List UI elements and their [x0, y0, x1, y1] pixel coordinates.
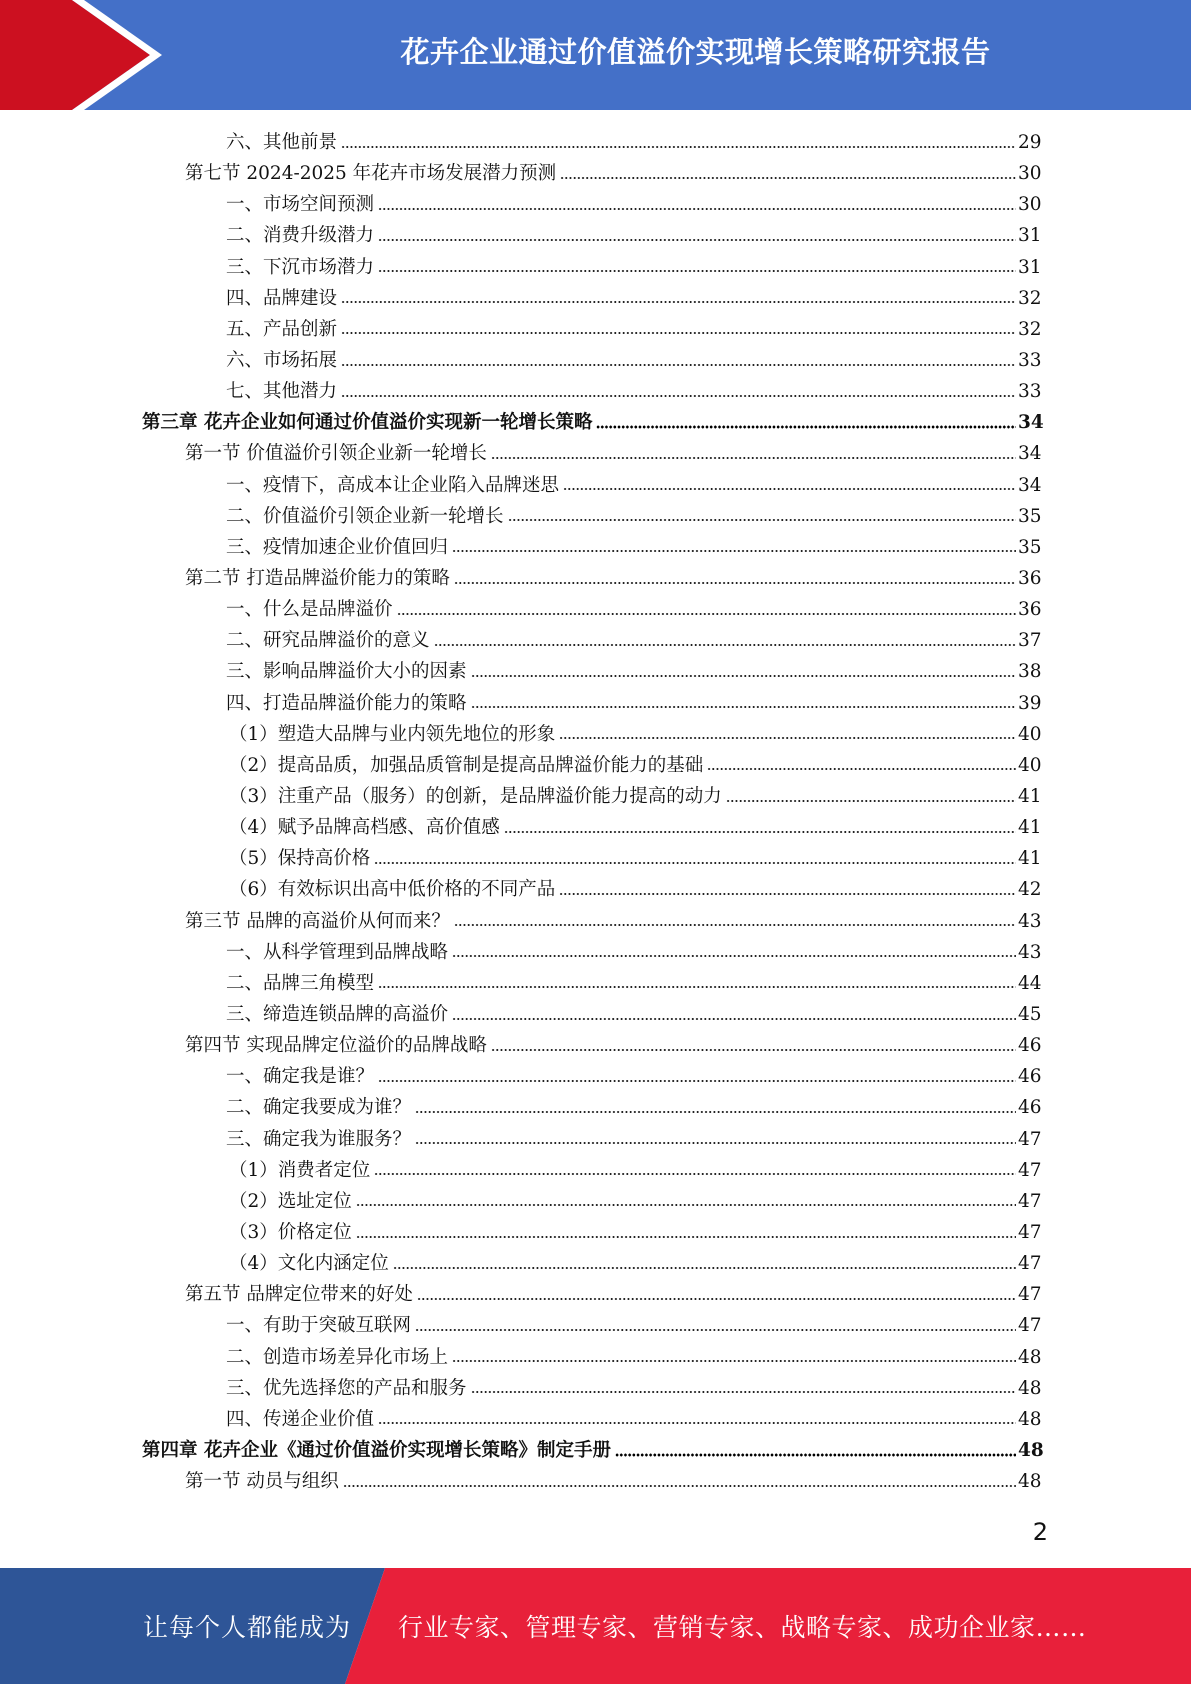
toc-entry-page: 30 [1018, 163, 1042, 185]
toc-entry-title: 三、优先选择您的产品和服务 [226, 1377, 467, 1399]
toc-entry-title: 一、从科学管理到品牌战略 [226, 941, 449, 963]
toc-subsection-entry[interactable] [0, 688, 1191, 719]
toc-entry-page: 42 [1018, 879, 1042, 901]
toc-section-entry[interactable] [0, 906, 1191, 937]
toc-dot-leader [452, 1016, 1016, 1021]
toc-subsection-entry[interactable] [0, 968, 1191, 999]
toc-entry-page: 47 [1018, 1159, 1042, 1181]
toc-entry-page: 43 [1018, 941, 1042, 963]
toc-dot-leader [559, 736, 1016, 741]
toc-entry-title: 三、影响品牌溢价大小的因素 [226, 661, 467, 683]
toc-dot-leader [378, 1078, 1016, 1083]
toc-entry-page: 38 [1018, 661, 1042, 683]
toc-subsection-entry[interactable] [0, 127, 1191, 158]
toc-entry-page: 47 [1018, 1284, 1042, 1306]
toc-entry-page: 31 [1018, 225, 1042, 247]
toc-entry-title: 第一节 价值溢价引领企业新一轮增长 [185, 443, 487, 465]
toc-entry-title: 二、创造市场差异化市场上 [226, 1346, 449, 1368]
toc-entry-page: 47 [1018, 1315, 1042, 1337]
toc-subsection-entry[interactable] [0, 1341, 1191, 1372]
toc-entry-title: 一、市场空间预测 [226, 194, 375, 216]
toc-subsection-entry[interactable] [0, 532, 1191, 563]
toc-entry-page: 34 [1018, 443, 1042, 465]
toc-entry-title: （1）消费者定位 [229, 1159, 371, 1181]
toc-dot-leader [341, 144, 1016, 149]
toc-subsection-entry[interactable] [0, 1061, 1191, 1092]
toc-dot-leader [452, 549, 1016, 554]
toc-dot-leader [374, 1172, 1016, 1177]
toc-entry-title: 第一节 动员与组织 [185, 1471, 339, 1493]
toc-dot-leader [471, 674, 1016, 679]
toc-section-entry[interactable] [0, 1466, 1191, 1497]
toc-entry-title: 一、确定我是谁？ [226, 1066, 375, 1088]
toc-dot-leader [434, 642, 1016, 647]
toc-dot-leader [378, 269, 1016, 274]
toc-entry-title: 三、下沉市场潜力 [226, 256, 375, 278]
toc-section-entry[interactable] [0, 1279, 1191, 1310]
page-footer [0, 1568, 1191, 1684]
toc-subsection-entry[interactable] [0, 812, 1191, 843]
toc-section-entry[interactable] [0, 438, 1191, 469]
toc-dot-leader [341, 300, 1016, 305]
toc-dot-leader [471, 1390, 1016, 1395]
toc-subsection-entry[interactable] [0, 999, 1191, 1030]
toc-subsection-entry[interactable] [0, 470, 1191, 501]
toc-dot-leader [563, 487, 1016, 492]
toc-entry-title: 二、品牌三角模型 [226, 972, 375, 994]
toc-subsection-entry[interactable] [0, 656, 1191, 687]
toc-subsection-entry[interactable] [0, 1310, 1191, 1341]
toc-entry-title: 三、确定我为谁服务？ [226, 1128, 412, 1150]
toc-dot-leader [596, 424, 1016, 429]
toc-entry-page: 47 [1018, 1128, 1042, 1150]
toc-entry-title: 第四节 实现品牌定位溢价的品牌战略 [185, 1035, 487, 1057]
toc-subsection-entry[interactable] [0, 1404, 1191, 1435]
toc-dot-leader [356, 1203, 1016, 1208]
toc-entry-page: 48 [1018, 1439, 1044, 1461]
toc-chapter-entry[interactable] [0, 407, 1191, 438]
toc-entry-page: 35 [1018, 505, 1042, 527]
toc-subsection-entry[interactable] [0, 1248, 1191, 1279]
toc-entry-title: 七、其他潜力 [226, 381, 338, 403]
toc-entry-page: 41 [1018, 786, 1042, 808]
toc-dot-leader [454, 923, 1016, 928]
toc-entry-title: 第五节 品牌定位带来的好处 [185, 1284, 413, 1306]
toc-subsection-entry[interactable] [0, 937, 1191, 968]
toc-entry-title: 一、什么是品牌溢价 [226, 599, 393, 621]
toc-entry-title: （2）选址定位 [229, 1190, 352, 1212]
toc-dot-leader [374, 860, 1016, 865]
toc-subsection-entry[interactable] [0, 189, 1191, 220]
toc-subsection-entry[interactable] [0, 625, 1191, 656]
toc-dot-leader [378, 206, 1016, 211]
toc-entry-title: 三、疫情加速企业价值回归 [226, 536, 449, 558]
toc-entry-page: 41 [1018, 817, 1042, 839]
toc-entry-title: 第三节 品牌的高溢价从何而来？ [185, 910, 450, 932]
toc-subsection-entry[interactable] [0, 594, 1191, 625]
toc-subsection-entry[interactable] [0, 314, 1191, 345]
toc-entry-page: 48 [1018, 1408, 1042, 1430]
toc-entry-page: 46 [1018, 1035, 1042, 1057]
toc-dot-leader [707, 767, 1016, 772]
toc-entry-page: 39 [1018, 692, 1042, 714]
toc-subsection-entry[interactable] [0, 843, 1191, 874]
toc-chapter-entry[interactable] [0, 1435, 1191, 1466]
toc-entry-title: 二、确定我要成为谁？ [226, 1097, 412, 1119]
toc-entry-title: 一、疫情下，高成本让企业陷入品牌迷思 [226, 474, 560, 496]
toc-dot-leader [452, 954, 1016, 959]
toc-dot-leader [491, 456, 1016, 461]
table-of-contents [0, 127, 1191, 1497]
toc-dot-leader [415, 1327, 1016, 1332]
toc-subsection-entry[interactable] [0, 1373, 1191, 1404]
toc-subsection-entry[interactable] [0, 1155, 1191, 1186]
toc-entry-page: 29 [1018, 132, 1042, 154]
toc-entry-title: （2）提高品质，加强品质管制是提高品牌溢价能力的基础 [229, 754, 704, 776]
toc-dot-leader [560, 175, 1016, 180]
toc-dot-leader [341, 393, 1016, 398]
toc-entry-title: （3）价格定位 [229, 1221, 352, 1243]
toc-dot-leader [504, 829, 1016, 834]
toc-entry-page: 31 [1018, 256, 1042, 278]
toc-subsection-entry[interactable] [0, 750, 1191, 781]
toc-entry-title: 四、品牌建设 [226, 287, 338, 309]
toc-dot-leader [415, 1141, 1016, 1146]
toc-subsection-entry[interactable] [0, 501, 1191, 532]
toc-entry-title: 四、打造品牌溢价能力的策略 [226, 692, 467, 714]
toc-dot-leader [726, 798, 1016, 803]
toc-entry-title: （6）有效标识出高中低价格的不同产品 [229, 879, 556, 901]
toc-subsection-entry[interactable] [0, 719, 1191, 750]
toc-entry-page: 47 [1018, 1253, 1042, 1275]
toc-entry-page: 44 [1018, 972, 1042, 994]
toc-dot-leader [397, 611, 1016, 616]
report-title: 花卉企业通过价值溢价实现增长策略研究报告 [400, 34, 991, 69]
toc-dot-leader [559, 892, 1016, 897]
toc-entry-title: （3）注重产品（服务）的创新，是品牌溢价能力提高的动力 [229, 786, 722, 808]
toc-entry-page: 43 [1018, 910, 1042, 932]
toc-dot-leader [415, 1110, 1016, 1115]
toc-entry-page: 34 [1018, 412, 1044, 434]
toc-entry-page: 33 [1018, 381, 1042, 403]
toc-entry-page: 47 [1018, 1221, 1042, 1243]
toc-entry-page: 30 [1018, 194, 1042, 216]
toc-subsection-entry[interactable] [0, 283, 1191, 314]
toc-entry-title: 二、研究品牌溢价的意义 [226, 630, 430, 652]
toc-entry-page: 36 [1018, 599, 1042, 621]
toc-entry-title: （4）文化内涵定位 [229, 1253, 389, 1275]
toc-entry-title: 第七节 2024-2025 年花卉市场发展潜力预测 [185, 163, 557, 185]
toc-entry-page: 34 [1018, 474, 1042, 496]
toc-dot-leader [341, 331, 1016, 336]
toc-entry-page: 36 [1018, 568, 1042, 590]
toc-dot-leader [417, 1296, 1016, 1301]
toc-dot-leader [378, 238, 1016, 243]
toc-subsection-entry[interactable] [0, 874, 1191, 905]
toc-entry-title: 六、其他前景 [226, 132, 338, 154]
toc-entry-title: （1）塑造大品牌与业内领先地位的形象 [229, 723, 556, 745]
toc-subsection-entry[interactable] [0, 1186, 1191, 1217]
toc-entry-page: 46 [1018, 1066, 1042, 1088]
toc-section-entry[interactable] [0, 563, 1191, 594]
toc-entry-page: 35 [1018, 536, 1042, 558]
toc-subsection-entry[interactable] [0, 1217, 1191, 1248]
toc-dot-leader [471, 705, 1016, 710]
toc-entry-page: 33 [1018, 350, 1042, 372]
toc-dot-leader [393, 1265, 1016, 1270]
toc-subsection-entry[interactable] [0, 252, 1191, 283]
toc-entry-title: 一、有助于突破互联网 [226, 1315, 412, 1337]
toc-dot-leader [378, 985, 1016, 990]
toc-entry-title: 第三章 花卉企业如何通过价值溢价实现新一轮增长策略 [142, 412, 593, 434]
toc-entry-title: 二、消费升级潜力 [226, 225, 375, 247]
toc-dot-leader [343, 1483, 1016, 1488]
toc-subsection-entry[interactable] [0, 781, 1191, 812]
toc-entry-title: 第四章 花卉企业《通过价值溢价实现增长策略》制定手册 [142, 1439, 611, 1461]
toc-entry-title: 六、市场拓展 [226, 350, 338, 372]
toc-entry-title: 四、传递企业价值 [226, 1408, 375, 1430]
toc-section-entry[interactable] [0, 158, 1191, 189]
toc-section-entry[interactable] [0, 1030, 1191, 1061]
toc-entry-title: （5）保持高价格 [229, 848, 371, 870]
toc-dot-leader [341, 362, 1016, 367]
toc-dot-leader [615, 1452, 1016, 1457]
page-header [0, 0, 1191, 110]
footer-slogan-left: 让每个人都能成为 [143, 1613, 352, 1642]
toc-dot-leader [452, 1359, 1016, 1364]
toc-subsection-entry[interactable] [0, 1124, 1191, 1155]
toc-entry-page: 40 [1018, 723, 1042, 745]
toc-subsection-entry[interactable] [0, 220, 1191, 251]
toc-dot-leader [508, 518, 1016, 523]
toc-subsection-entry[interactable] [0, 345, 1191, 376]
toc-entry-page: 40 [1018, 754, 1042, 776]
toc-entry-page: 45 [1018, 1004, 1042, 1025]
toc-subsection-entry[interactable] [0, 376, 1191, 407]
toc-dot-leader [356, 1234, 1016, 1239]
toc-entry-title: 二、价值溢价引领企业新一轮增长 [226, 505, 504, 527]
toc-entry-title: （4）赋予品牌高档感、高价值感 [229, 817, 500, 839]
footer-slogan-right: 行业专家、管理专家、营销专家、战略专家、成功企业家…… [398, 1613, 1087, 1642]
toc-entry-page: 48 [1018, 1346, 1042, 1368]
toc-entry-page: 47 [1018, 1190, 1042, 1212]
toc-subsection-entry[interactable] [0, 1092, 1191, 1123]
toc-entry-page: 32 [1018, 287, 1042, 309]
toc-entry-page: 48 [1018, 1377, 1042, 1399]
toc-entry-page: 48 [1018, 1471, 1042, 1493]
toc-dot-leader [454, 580, 1016, 585]
toc-entry-title: 五、产品创新 [226, 318, 338, 340]
toc-entry-page: 37 [1018, 630, 1042, 652]
toc-entry-page: 32 [1018, 318, 1042, 340]
toc-entry-page: 41 [1018, 848, 1042, 870]
toc-entry-title: 第二节 打造品牌溢价能力的策略 [185, 568, 450, 590]
page-number: 2 [1032, 1518, 1048, 1546]
toc-entry-page: 46 [1018, 1097, 1042, 1119]
toc-dot-leader [491, 1047, 1016, 1052]
toc-entry-title: 三、缔造连锁品牌的高溢价 [226, 1004, 449, 1025]
toc-dot-leader [378, 1421, 1016, 1426]
